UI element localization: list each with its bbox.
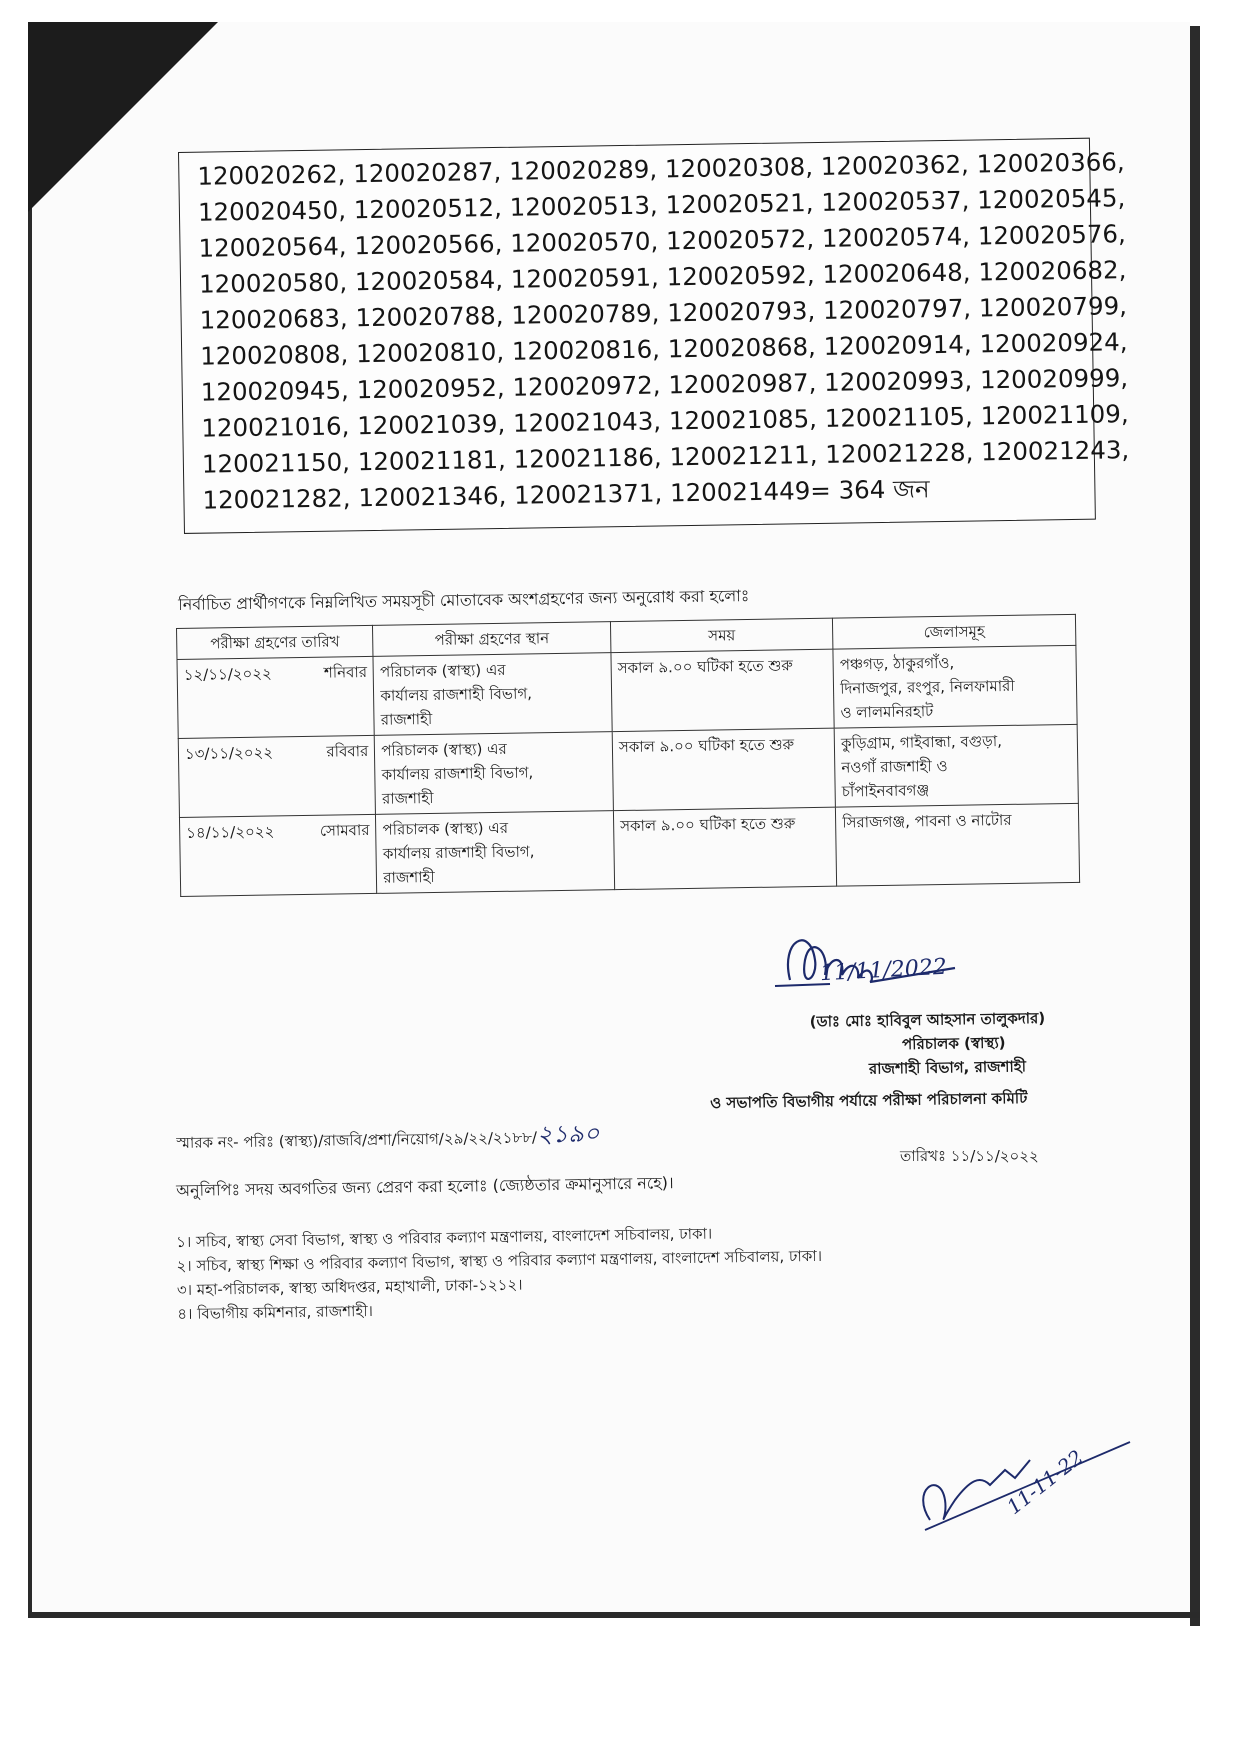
- venue-line: রাজশাহী: [381, 788, 434, 808]
- table-row: [179, 803, 1079, 896]
- schedule-table: [176, 614, 1080, 897]
- id-line: 120020450, 120020512, 120020513, 120020521, 120020537, 120020545,: [197, 183, 1126, 227]
- signatory-committee: ও সভাপতি বিভাগীয় পর্যায়ে পরীক্ষা পরিচালনা কমিটি: [710, 1089, 1028, 1112]
- scan-border-right: [1190, 26, 1200, 1626]
- candidate-id-box: [178, 138, 1130, 534]
- venue-line: পরিচালক (স্বাস্থ্য) এর: [381, 739, 507, 760]
- venue-cell: [375, 732, 614, 815]
- date-cell: [178, 735, 376, 817]
- venue-line: রাজশাহী: [383, 867, 435, 887]
- intro-text: নির্বাচিত প্রার্থীগণকে নিম্নলিখিত সময়সূচী মোতাবেক অংশগ্রহণের জন্য অনুরোধ করা হলোঃ: [178, 586, 750, 614]
- time-cell: সকাল ৯.০০ ঘটিকা হতে শুরু: [612, 728, 835, 810]
- district-line: পঞ্চগড়, ঠাকুরগাঁও,: [839, 653, 955, 674]
- exam-date: ১৩/১১/২০২২: [184, 743, 274, 763]
- time-cell: সকাল ৯.০০ ঘটিকা হতে শুরু: [613, 807, 836, 889]
- venue-line: কার্যালয় রাজশাহী বিভাগ,: [382, 842, 535, 863]
- header-districts: জেলাসমূহ: [833, 614, 1076, 649]
- time-cell: সকাল ৯.০০ ঘটিকা হতে শুরু: [611, 649, 834, 731]
- district-line: চাঁপাইনবাবগঞ্জ: [841, 781, 930, 801]
- districts-cell: [833, 645, 1077, 728]
- id-line: 120020262, 120020287, 120020289, 120020308, 120020362, 120020366,: [197, 147, 1125, 191]
- header-date: পরীক্ষা গ্রহণের তারিখ: [177, 625, 374, 659]
- list-item: ৪। বিভাগীয় কমিশনার, রাজশাহী।: [177, 1301, 374, 1323]
- table-row: [178, 724, 1078, 817]
- venue-cell: [373, 653, 612, 736]
- copy-list: [176, 1220, 823, 1326]
- header-time: সময়: [610, 618, 833, 652]
- header-venue: পরীক্ষা গ্রহণের স্থান: [373, 622, 611, 657]
- districts-cell: [834, 724, 1078, 807]
- venue-line: কার্যালয় রাজশাহী বিভাগ,: [380, 684, 533, 705]
- venue-line: রাজশাহী: [380, 709, 433, 729]
- initials-date: 11-11-22: [1002, 1444, 1088, 1520]
- id-line: 120020564, 120020566, 120020570, 120020572, 120020574, 120020576,: [198, 219, 1127, 263]
- memo-date: তারিখঃ ১১/১১/২০২২: [900, 1147, 1039, 1165]
- copy-heading: অনুলিপিঃ সদয় অবগতির জন্য প্রেরণ করা হলোঃ (জ্যেষ্ঠতার ক্রমানুসারে নহে)।: [176, 1173, 674, 1200]
- list-item: ২। সচিব, স্বাস্থ্য শিক্ষা ও পরিবার কল্যাণ বিভাগ, স্বাস্থ্য ও পরিবার কল্যাণ মন্ত্রণালয়, বাংলাদেশ সচিবালয়, ঢাকা।: [176, 1246, 823, 1275]
- exam-date: ১৪/১১/২০২২: [186, 822, 275, 842]
- district-line: নওগাঁ রাজশাহী ও: [841, 756, 948, 777]
- district-line: কুড়িগ্রাম, গাইবান্ধা, বগুড়া,: [840, 732, 1003, 753]
- signature-date: 11/11/2022: [819, 954, 948, 987]
- list-item: ৩। মহা-পরিচালক, স্বাস্থ্য অধিদপ্তর, মহাখালী, ঢাকা-১২১২।: [176, 1275, 523, 1299]
- id-line: 120020580, 120020584, 120020591, 120020592, 120020648, 120020682,: [198, 255, 1127, 299]
- signatory-division: রাজশাহী বিভাগ, রাজশাহী: [868, 1057, 1027, 1078]
- exam-day: সোমবার: [319, 820, 370, 840]
- venue-line: কার্যালয় রাজশাহী বিভাগ,: [381, 763, 534, 784]
- signature-block: [745, 1006, 1046, 1083]
- id-line: 120021150, 120021181, 120021186, 120021211, 120021228, 120021243,: [201, 435, 1130, 479]
- id-line: 120020945, 120020952, 120020972, 120020987, 120020993, 120020999,: [200, 363, 1129, 407]
- exam-day: শনিবার: [323, 663, 368, 682]
- venue-line: পরিচালক (স্বাস্থ্য) এর: [382, 818, 509, 839]
- memo-handwritten-number: ২১৯০: [536, 1119, 600, 1149]
- id-line: 120020808, 120020810, 120020816, 120020868, 120020914, 120020924,: [199, 327, 1128, 371]
- scan-border-left: [28, 22, 32, 1612]
- id-line: 120020683, 120020788, 120020789, 120020793, 120020797, 120020799,: [199, 291, 1128, 335]
- venue-cell: [376, 811, 615, 894]
- memo-line: [176, 1115, 600, 1162]
- scan-border-bottom: [28, 1612, 1200, 1618]
- district-line: দিনাজপুর, রংপুর, নিলফামারী: [840, 676, 1015, 698]
- signatory-name: (ডাঃ মোঃ হাবিবুল আহসান তালুকদার): [809, 1008, 1046, 1031]
- id-line: 120021016, 120021039, 120021043, 120021085, 120021105, 120021109,: [201, 399, 1129, 443]
- signatory-title: পরিচালক (স্বাস্থ্য): [901, 1033, 1006, 1054]
- districts-cell: [836, 803, 1080, 886]
- exam-date: ১২/১১/২০২২: [183, 664, 272, 684]
- date-cell: [179, 814, 377, 896]
- list-item: ১। সচিব, স্বাস্থ্য সেবা বিভাগ, স্বাস্থ্য ও পরিবার কল্যাণ মন্ত্রণালয়, বাংলাদেশ সচিবালয়, ঢাকা।: [176, 1224, 713, 1251]
- date-cell: [177, 656, 375, 738]
- exam-day: রবিবার: [326, 741, 369, 761]
- id-line: 120021282, 120021346, 120021371, 120021449= 364 জন: [202, 474, 930, 515]
- memo-number: স্মারক নং- পরিঃ (স্বাস্থ্য)/রাজবি/প্রশা/নিয়োগ/২৯/২২/২১৮৮/: [176, 1128, 538, 1152]
- district-line: ও লালমনিরহাট: [840, 702, 934, 722]
- table-row: [177, 645, 1077, 738]
- venue-line: পরিচালক (স্বাস্থ্য) এর: [379, 660, 506, 681]
- district-line: সিরাজগঞ্জ, পাবনা ও নাটোর: [842, 810, 1012, 832]
